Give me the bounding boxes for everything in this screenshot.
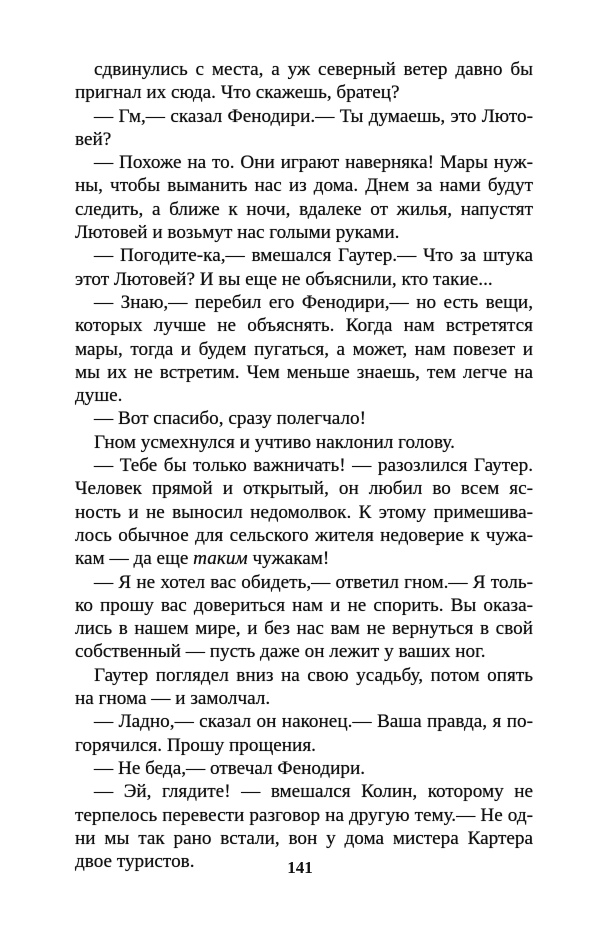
line-text: терпелось перевести разговор на другую тему.— Не од-	[75, 804, 533, 826]
line-text: мары, тогда и будем пугаться, а может, нам повезет и	[75, 338, 533, 360]
line-text: — Гм,— сказал Фенодири.— Ты думаешь, это Люто-	[94, 105, 533, 127]
text-line	[75, 594, 533, 617]
paragraph	[75, 407, 533, 430]
text-line	[75, 571, 533, 594]
italic-word: таким	[193, 548, 248, 570]
text-line	[75, 687, 533, 710]
line-text: — Похоже на то. Они играют наверняка! Мары нуж-	[94, 152, 533, 174]
text-line	[75, 384, 533, 407]
line-text: душе.	[75, 385, 123, 407]
text-line	[75, 640, 533, 663]
line-text: Человек прямой и открытый, он любил во всем яс-	[75, 478, 533, 500]
line-text: кам — да еще	[75, 548, 194, 570]
line-text: чужакам!	[247, 548, 330, 570]
text-line	[75, 407, 533, 430]
paragraph	[75, 571, 533, 664]
line-text: — Вот спасибо, сразу полегчало!	[94, 408, 366, 430]
line-text: ни мы так рано встали, вон у дома мистера Картера	[75, 827, 533, 849]
text-line	[75, 105, 533, 128]
line-text: этот Лютовей? И вы еще не объяснили, кто такие...	[75, 268, 493, 290]
line-text: горячился. Прошу прощения.	[75, 734, 316, 756]
text-line	[75, 268, 533, 291]
paragraph	[75, 244, 533, 291]
text-line	[75, 244, 533, 267]
line-text: сдвинулись с места, а уж северный ветер давно бы	[94, 59, 533, 80]
text-line	[75, 804, 533, 827]
text-line	[75, 81, 533, 104]
text-line	[75, 361, 533, 384]
text-line	[75, 291, 533, 314]
line-text: — Тебе бы только важничать! — разозлился Гаутер.	[94, 455, 533, 477]
text-line	[75, 454, 533, 477]
text-line	[75, 734, 533, 757]
line-text: двое туристов.	[75, 851, 195, 873]
text-line	[75, 338, 533, 361]
text-line	[75, 617, 533, 640]
line-text: которых лучше не объяснять. Когда нам встретятся	[75, 315, 533, 337]
paragraph	[75, 291, 533, 407]
line-text: мы их не встретим. Чем меньше знаешь, тем легче на	[75, 361, 533, 383]
page-number: 141	[287, 858, 313, 877]
text-line	[75, 664, 533, 687]
paragraph	[75, 710, 533, 757]
line-text: вей?	[75, 128, 112, 150]
line-text: — Знаю,— перебил его Фенодири,— но есть вещи,	[94, 291, 533, 313]
paragraph	[75, 58, 533, 105]
text-line	[75, 58, 533, 81]
paragraph	[75, 664, 533, 711]
paragraph	[75, 105, 533, 152]
line-text: — Не беда,— отвечал Фенодири.	[94, 757, 366, 779]
text-line	[75, 827, 533, 850]
line-text: следить, а ближе к ночи, вдалеке от жилья, напустят	[75, 198, 533, 220]
line-text: ность и не выносил недомолвок. К этому примешива-	[75, 501, 533, 523]
book-page-text	[75, 58, 533, 873]
line-text: лось обычное для сельского жителя недоверие к чужа-	[75, 524, 533, 546]
line-text: Гном усмехнулся и учтиво наклонил голову.	[94, 431, 455, 453]
line-text: ны, чтобы выманить нас из дома. Днем за нами будут	[75, 175, 533, 197]
line-text: — Эй, глядите! — вмешался Колин, которому не	[94, 781, 533, 803]
paragraph	[75, 431, 533, 454]
text-line	[75, 477, 533, 500]
text-line	[75, 547, 533, 570]
text-line	[75, 198, 533, 221]
line-text: Лютовей и возьмут нас голыми руками.	[75, 222, 400, 244]
text-line	[75, 501, 533, 524]
text-line	[75, 314, 533, 337]
line-text: пригнал их сюда. Что скажешь, братец?	[75, 82, 400, 104]
paragraph	[75, 151, 533, 244]
line-text: — Я не хотел вас обидеть,— ответил гном.— Я толь-	[94, 571, 533, 593]
text-line	[75, 221, 533, 244]
text-line	[75, 174, 533, 197]
text-line	[75, 151, 533, 174]
line-text: лись в нашем мире, и без нас вам не вернуться в свой	[75, 618, 533, 640]
line-text: — Погодите-ка,— вмешался Гаутер.— Что за штука	[94, 245, 533, 267]
text-line	[75, 431, 533, 454]
line-text: Гаутер поглядел вниз на свою усадьбу, потом опять	[94, 664, 533, 686]
text-line	[75, 524, 533, 547]
line-text: на гнома — и замолчал.	[75, 688, 271, 710]
line-text: собственный — пусть даже он лежит у ваших ног.	[75, 641, 486, 663]
line-text: — Ладно,— сказал он наконец.— Ваша правда, я по-	[94, 711, 533, 733]
text-line	[75, 710, 533, 733]
text-line	[75, 128, 533, 151]
text-line	[75, 780, 533, 803]
paragraph	[75, 757, 533, 780]
line-text: ко прошу вас довериться нам и не спорить. Вы оказа-	[75, 594, 533, 616]
paragraph	[75, 454, 533, 570]
text-line	[75, 757, 533, 780]
